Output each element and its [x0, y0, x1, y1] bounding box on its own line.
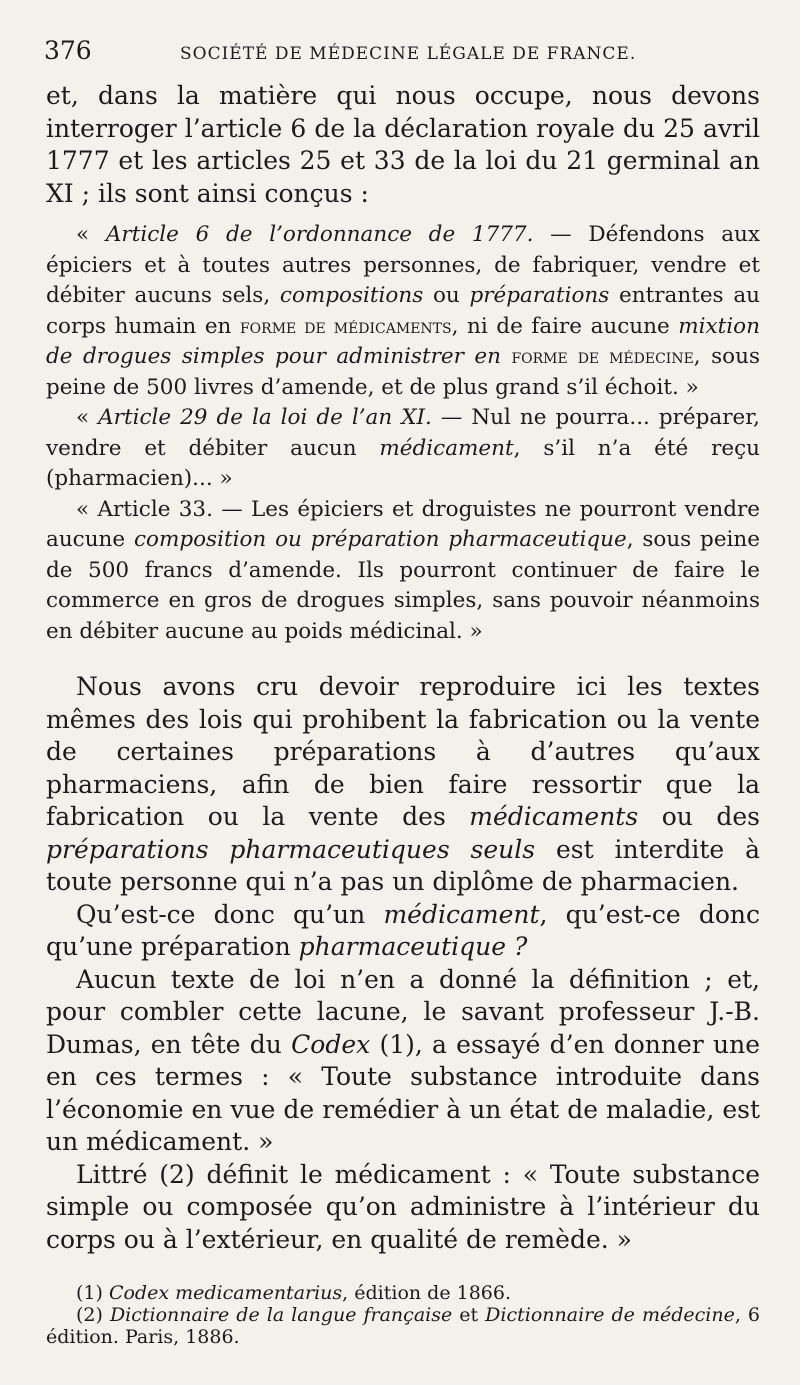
quote-text: , sous peine de 500 francs d’amende. Ils pourront continuer de faire le commerce en gros de drogues simples, sans pouvoir néanmoins en débiter aucune au poids médicinal. » [46, 527, 760, 644]
paragraph-text: , qu’est-ce donc qu’une préparation [46, 899, 760, 961]
quote-text: ou [423, 283, 470, 308]
paragraph-text: Qu’est-ce donc qu’un [76, 899, 384, 929]
footnote-1 [46, 1282, 760, 1304]
quote-text: , s’il n’a été reçu (pharmacien)... » [46, 435, 760, 491]
footnote-text: , édition de 1866. [342, 1282, 512, 1304]
quote-text: , sous peine de 500 livres d’amende, et de plus grand s’il échoit. » [46, 344, 760, 400]
paragraph-text: est interdite à toute personne qui n’a pas un diplôme de pharmacien. [46, 834, 760, 896]
quote-title: Article 6 de l’ordonnance de 1777. [105, 222, 534, 247]
paragraph-3 [46, 899, 760, 964]
footnotes [46, 1282, 760, 1348]
emphasis: Dictionnaire de la langue française [109, 1304, 453, 1326]
emphasis: Codex [291, 1029, 371, 1059]
quote-open-mark: « [76, 222, 106, 247]
page-number: 376 [44, 36, 92, 65]
emphasis: préparations pharmaceutiques seuls [46, 834, 536, 864]
small-caps-text: forme de médecine [511, 345, 694, 368]
emphasis: médicament [379, 435, 514, 461]
quote-title: Article 29 de la loi de l’an XI. [98, 405, 432, 430]
quote-text: — Défendons aux épiciers et à toutes autres personnes, de fabriquer, vendre et débiter aucuns sels, [46, 222, 760, 308]
paragraph-text: Nous avons cru devoir reproduire ici les textes mêmes des lois qui prohibent la fabrication ou la vente de certaines préparations à d’autres qu’aux pharmaciens, afin de bien faire ressortir que la fabrication ou la vente des [46, 672, 760, 831]
footnote-2 [46, 1304, 760, 1348]
emphasis: préparations [469, 283, 610, 308]
footnote-text: , 6 édition. Paris, 1886. [46, 1304, 760, 1348]
footnote-mark: (1) [76, 1282, 109, 1304]
small-caps-text: forme de médicaments [239, 314, 452, 338]
emphasis: mixtion de drogues simples pour administrer en [46, 313, 760, 369]
emphasis: compositions [279, 283, 424, 308]
paragraph-text: ou des [638, 802, 760, 831]
quote-article-33 [46, 495, 760, 648]
emphasis: composition ou préparation pharmaceutique [133, 527, 627, 552]
emphasis: pharmaceutique ? [298, 932, 528, 961]
paragraph-text: (1), a essayé d’en donner une en ces termes : « Toute substance introduite dans l’économie en vue de remédier à un état de maladie, est un médicament. » [46, 1029, 760, 1156]
paragraph-5 [46, 1159, 760, 1257]
quote-text [501, 344, 512, 369]
emphasis: Codex medicamentarius [108, 1282, 343, 1304]
emphasis: Dictionnaire de médecine [485, 1304, 735, 1326]
quote-text: « Article 33. — Les épiciers et droguistes ne pourront vendre aucune [46, 496, 760, 552]
paragraph-4 [46, 964, 760, 1159]
emphasis: médicaments [469, 802, 639, 831]
quote-text: — Nul ne pourra... préparer, vendre et débiter aucun [46, 405, 760, 461]
footnote-text: et [452, 1304, 486, 1326]
quote-article-6 [46, 220, 760, 403]
quote-open-mark: « [76, 405, 99, 430]
running-head: SOCIÉTÉ DE MÉDECINE LÉGALE DE FRANCE. [180, 44, 637, 64]
quote-text: entrantes au corps humain en [46, 283, 760, 339]
paragraph-text: Littré (2) définit le médicament : « Toute substance simple ou composée qu’on administre à l’intérieur du corps ou à l’extérieur, en qualité de remède. » [46, 1159, 760, 1254]
quote-text: , ni de faire aucune [451, 313, 679, 339]
quote-article-29 [46, 403, 760, 495]
body-text [46, 80, 760, 1256]
paragraph-text: Aucun texte de loi n’en a donné la définition ; et, pour combler cette lacune, le savant professeur J.-B. Dumas, en tête du [46, 964, 760, 1059]
paragraph-1-text: et, dans la matière qui nous occupe, nous devons interroger l’article 6 de la déclaration royale du 25 avril 1777 et les articles 25 et 33 de la loi du 21 germinal an XI ; ils sont ainsi conçus : [46, 81, 760, 208]
paragraph-2 [46, 671, 760, 899]
paragraph-1 [46, 80, 760, 210]
footnote-mark: (2) [76, 1304, 110, 1326]
emphasis: médicament [383, 899, 540, 929]
page-header [44, 36, 764, 70]
